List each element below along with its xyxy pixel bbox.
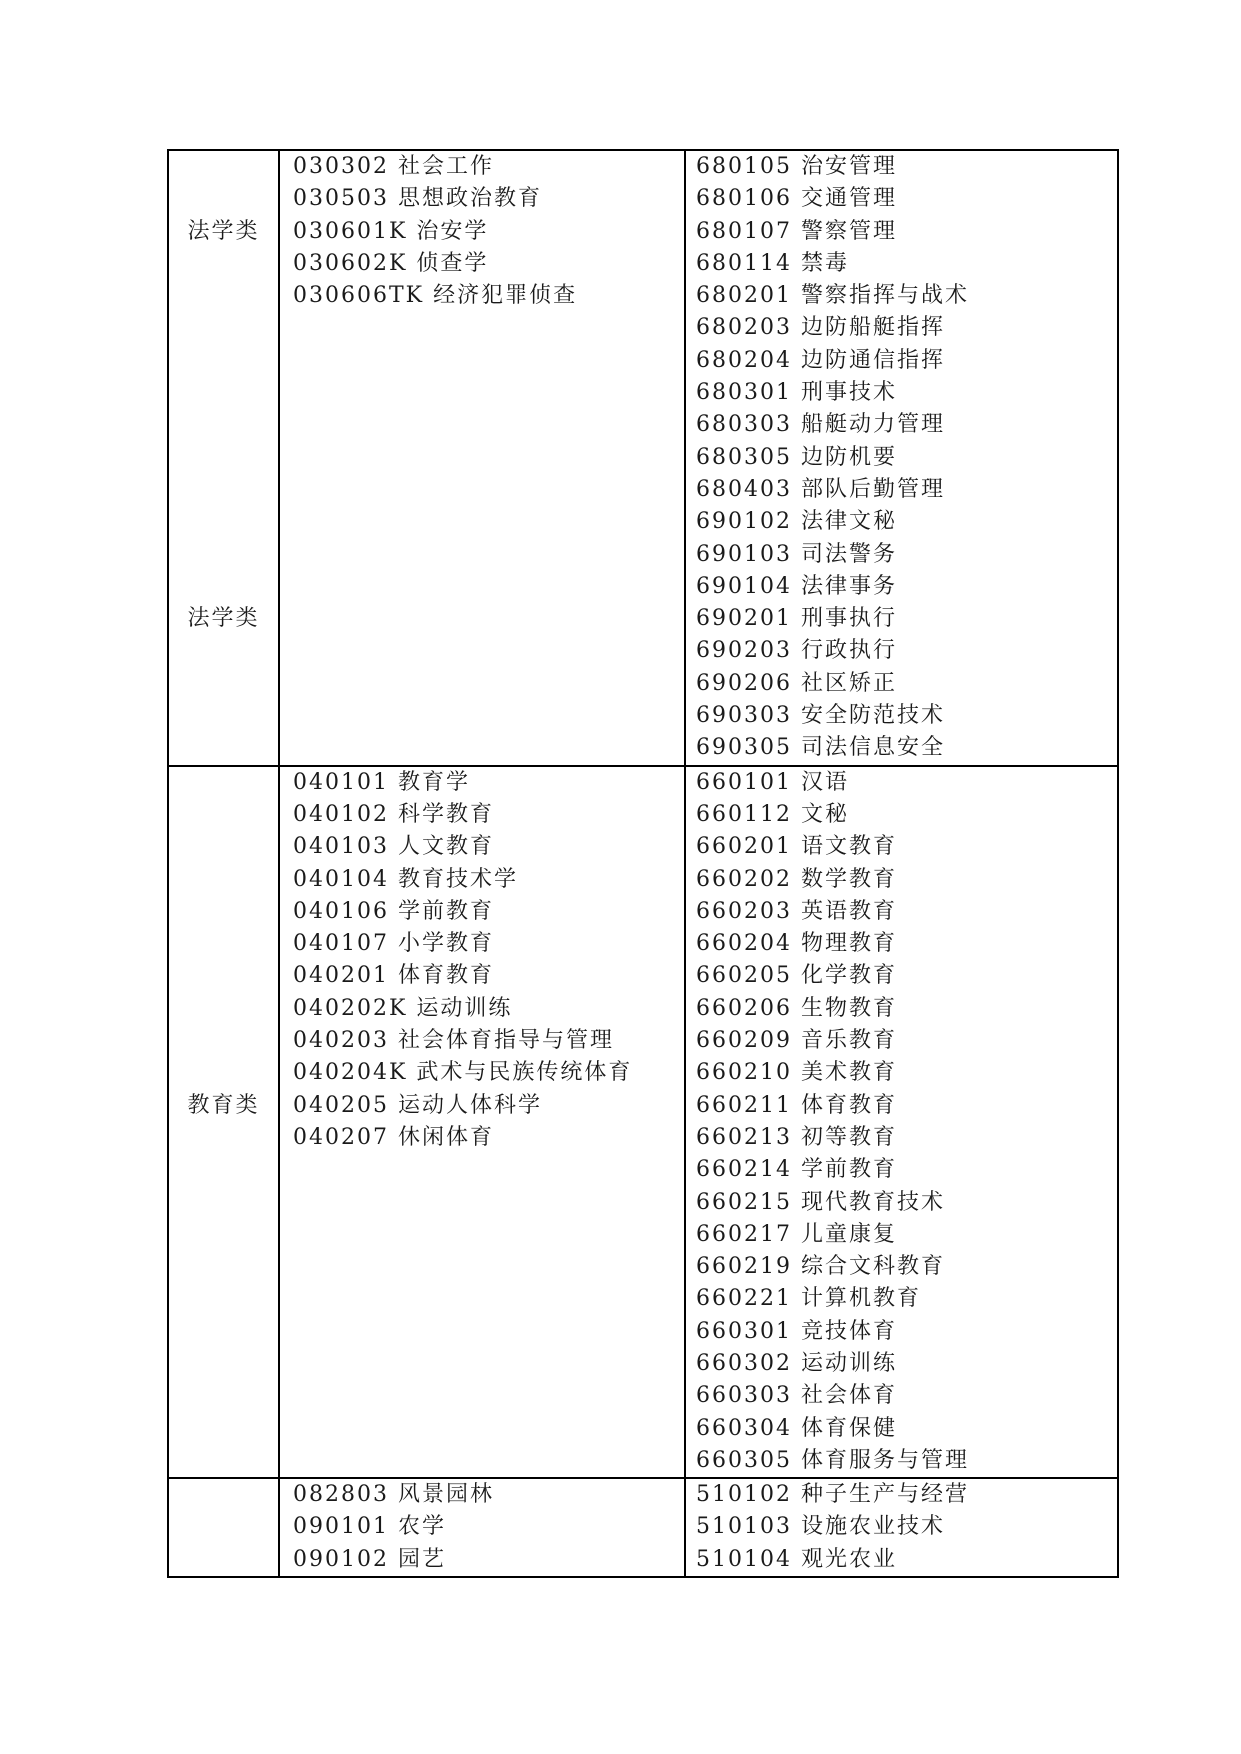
list-item: 680107 警察管理 <box>696 218 897 244</box>
list-item: 660204 物理教育 <box>696 931 897 957</box>
vocational-major-list <box>696 151 1117 765</box>
category-label: 法学类 <box>187 218 260 244</box>
list-item: 090102 园艺 <box>293 1546 446 1572</box>
list-item: 660221 计算机教育 <box>696 1286 921 1312</box>
table-row-law <box>168 150 1118 766</box>
list-item: 660211 体育教育 <box>696 1092 897 1118</box>
list-item: 660101 汉语 <box>696 769 849 795</box>
bachelor-majors-cell-law <box>279 150 685 766</box>
list-item: 660213 初等教育 <box>696 1124 897 1150</box>
list-item: 030601K 治安学 <box>293 218 489 244</box>
list-item: 660301 竞技体育 <box>696 1318 897 1344</box>
list-item: 510104 观光农业 <box>696 1546 897 1572</box>
list-item: 690104 法律事务 <box>696 573 897 599</box>
list-item: 040205 运动人体科学 <box>293 1092 542 1118</box>
list-item: 040106 学前教育 <box>293 898 494 924</box>
list-item: 040204K 武术与民族传统体育 <box>293 1060 633 1086</box>
list-item: 660112 文秘 <box>696 801 849 827</box>
list-item: 040107 小学教育 <box>293 931 494 957</box>
category-cell-law <box>168 150 279 766</box>
list-item: 660205 化学教育 <box>696 963 897 989</box>
list-item: 690305 司法信息安全 <box>696 735 945 761</box>
list-item: 660302 运动训练 <box>696 1350 897 1376</box>
list-item: 040207 休闲体育 <box>293 1124 494 1150</box>
list-item: 660217 儿童康复 <box>696 1221 897 1247</box>
major-table <box>167 149 1119 1578</box>
list-item: 660215 现代教育技术 <box>696 1189 945 1215</box>
list-item: 040203 社会体育指导与管理 <box>293 1028 614 1054</box>
list-item: 680105 治安管理 <box>696 154 897 179</box>
bachelor-major-list <box>293 1479 684 1576</box>
list-item: 680403 部队后勤管理 <box>696 476 945 502</box>
list-item: 690103 司法警务 <box>696 541 897 567</box>
category-label: 法学类 <box>187 606 260 631</box>
bachelor-major-list <box>293 151 684 312</box>
list-item: 040202K 运动训练 <box>293 995 513 1021</box>
list-item: 660305 体育服务与管理 <box>696 1447 969 1473</box>
list-item: 690303 安全防范技术 <box>696 703 945 729</box>
table-row-agriculture <box>168 1478 1118 1577</box>
table-row-education <box>168 766 1118 1479</box>
list-item: 030606TK 经济犯罪侦查 <box>293 283 578 309</box>
list-item: 690206 社区矫正 <box>696 670 897 696</box>
bachelor-majors-cell-education <box>279 766 685 1479</box>
list-item: 040103 人文教育 <box>293 834 494 860</box>
category-label: 教育类 <box>187 1092 260 1118</box>
vocational-major-list <box>696 767 1117 1478</box>
list-item: 660214 学前教育 <box>696 1157 897 1183</box>
list-item: 680301 刑事技术 <box>696 380 897 406</box>
list-item: 660202 数学教育 <box>696 866 897 892</box>
list-item: 680204 边防通信指挥 <box>696 347 945 373</box>
list-item: 680114 禁毒 <box>696 250 849 276</box>
vocational-majors-cell-education <box>685 766 1118 1479</box>
list-item: 030602K 侦查学 <box>293 250 489 276</box>
category-cell-empty <box>168 1478 279 1577</box>
list-item: 690203 行政执行 <box>696 638 897 664</box>
list-item: 690201 刑事执行 <box>696 606 897 632</box>
list-item: 040104 教育技术学 <box>293 866 518 892</box>
bachelor-majors-cell-agriculture <box>279 1478 685 1577</box>
list-item: 660210 美术教育 <box>696 1060 897 1086</box>
list-item: 680203 边防船艇指挥 <box>696 315 945 341</box>
category-cell-education <box>168 766 279 1479</box>
vocational-majors-cell-law <box>685 150 1118 766</box>
list-item: 690102 法律文秘 <box>696 509 897 535</box>
list-item: 090101 农学 <box>293 1514 446 1540</box>
list-item: 680303 船艇动力管理 <box>696 412 945 438</box>
list-item: 510102 种子生产与经营 <box>696 1482 969 1508</box>
list-item: 660209 音乐教育 <box>696 1028 897 1054</box>
list-item: 680106 交通管理 <box>696 186 897 212</box>
list-item: 660203 英语教育 <box>696 898 897 924</box>
list-item: 082803 风景园林 <box>293 1482 494 1508</box>
list-item: 680305 边防机要 <box>696 444 897 470</box>
list-item: 040201 体育教育 <box>293 963 494 989</box>
list-item: 660304 体育保健 <box>696 1415 897 1441</box>
list-item: 660201 语文教育 <box>696 834 897 860</box>
list-item: 040102 科学教育 <box>293 801 494 827</box>
list-item: 660206 生物教育 <box>696 995 897 1021</box>
vocational-majors-cell-agriculture <box>685 1478 1118 1577</box>
list-item: 030302 社会工作 <box>293 154 494 179</box>
list-item: 030503 思想政治教育 <box>293 186 542 212</box>
list-item: 040101 教育学 <box>293 769 470 795</box>
list-item: 660303 社会体育 <box>696 1383 897 1409</box>
list-item: 660219 综合文科教育 <box>696 1254 945 1280</box>
list-item: 510103 设施农业技术 <box>696 1514 945 1540</box>
list-item: 680201 警察指挥与战术 <box>696 283 969 309</box>
bachelor-major-list <box>293 767 684 1155</box>
vocational-major-list <box>696 1479 1117 1576</box>
